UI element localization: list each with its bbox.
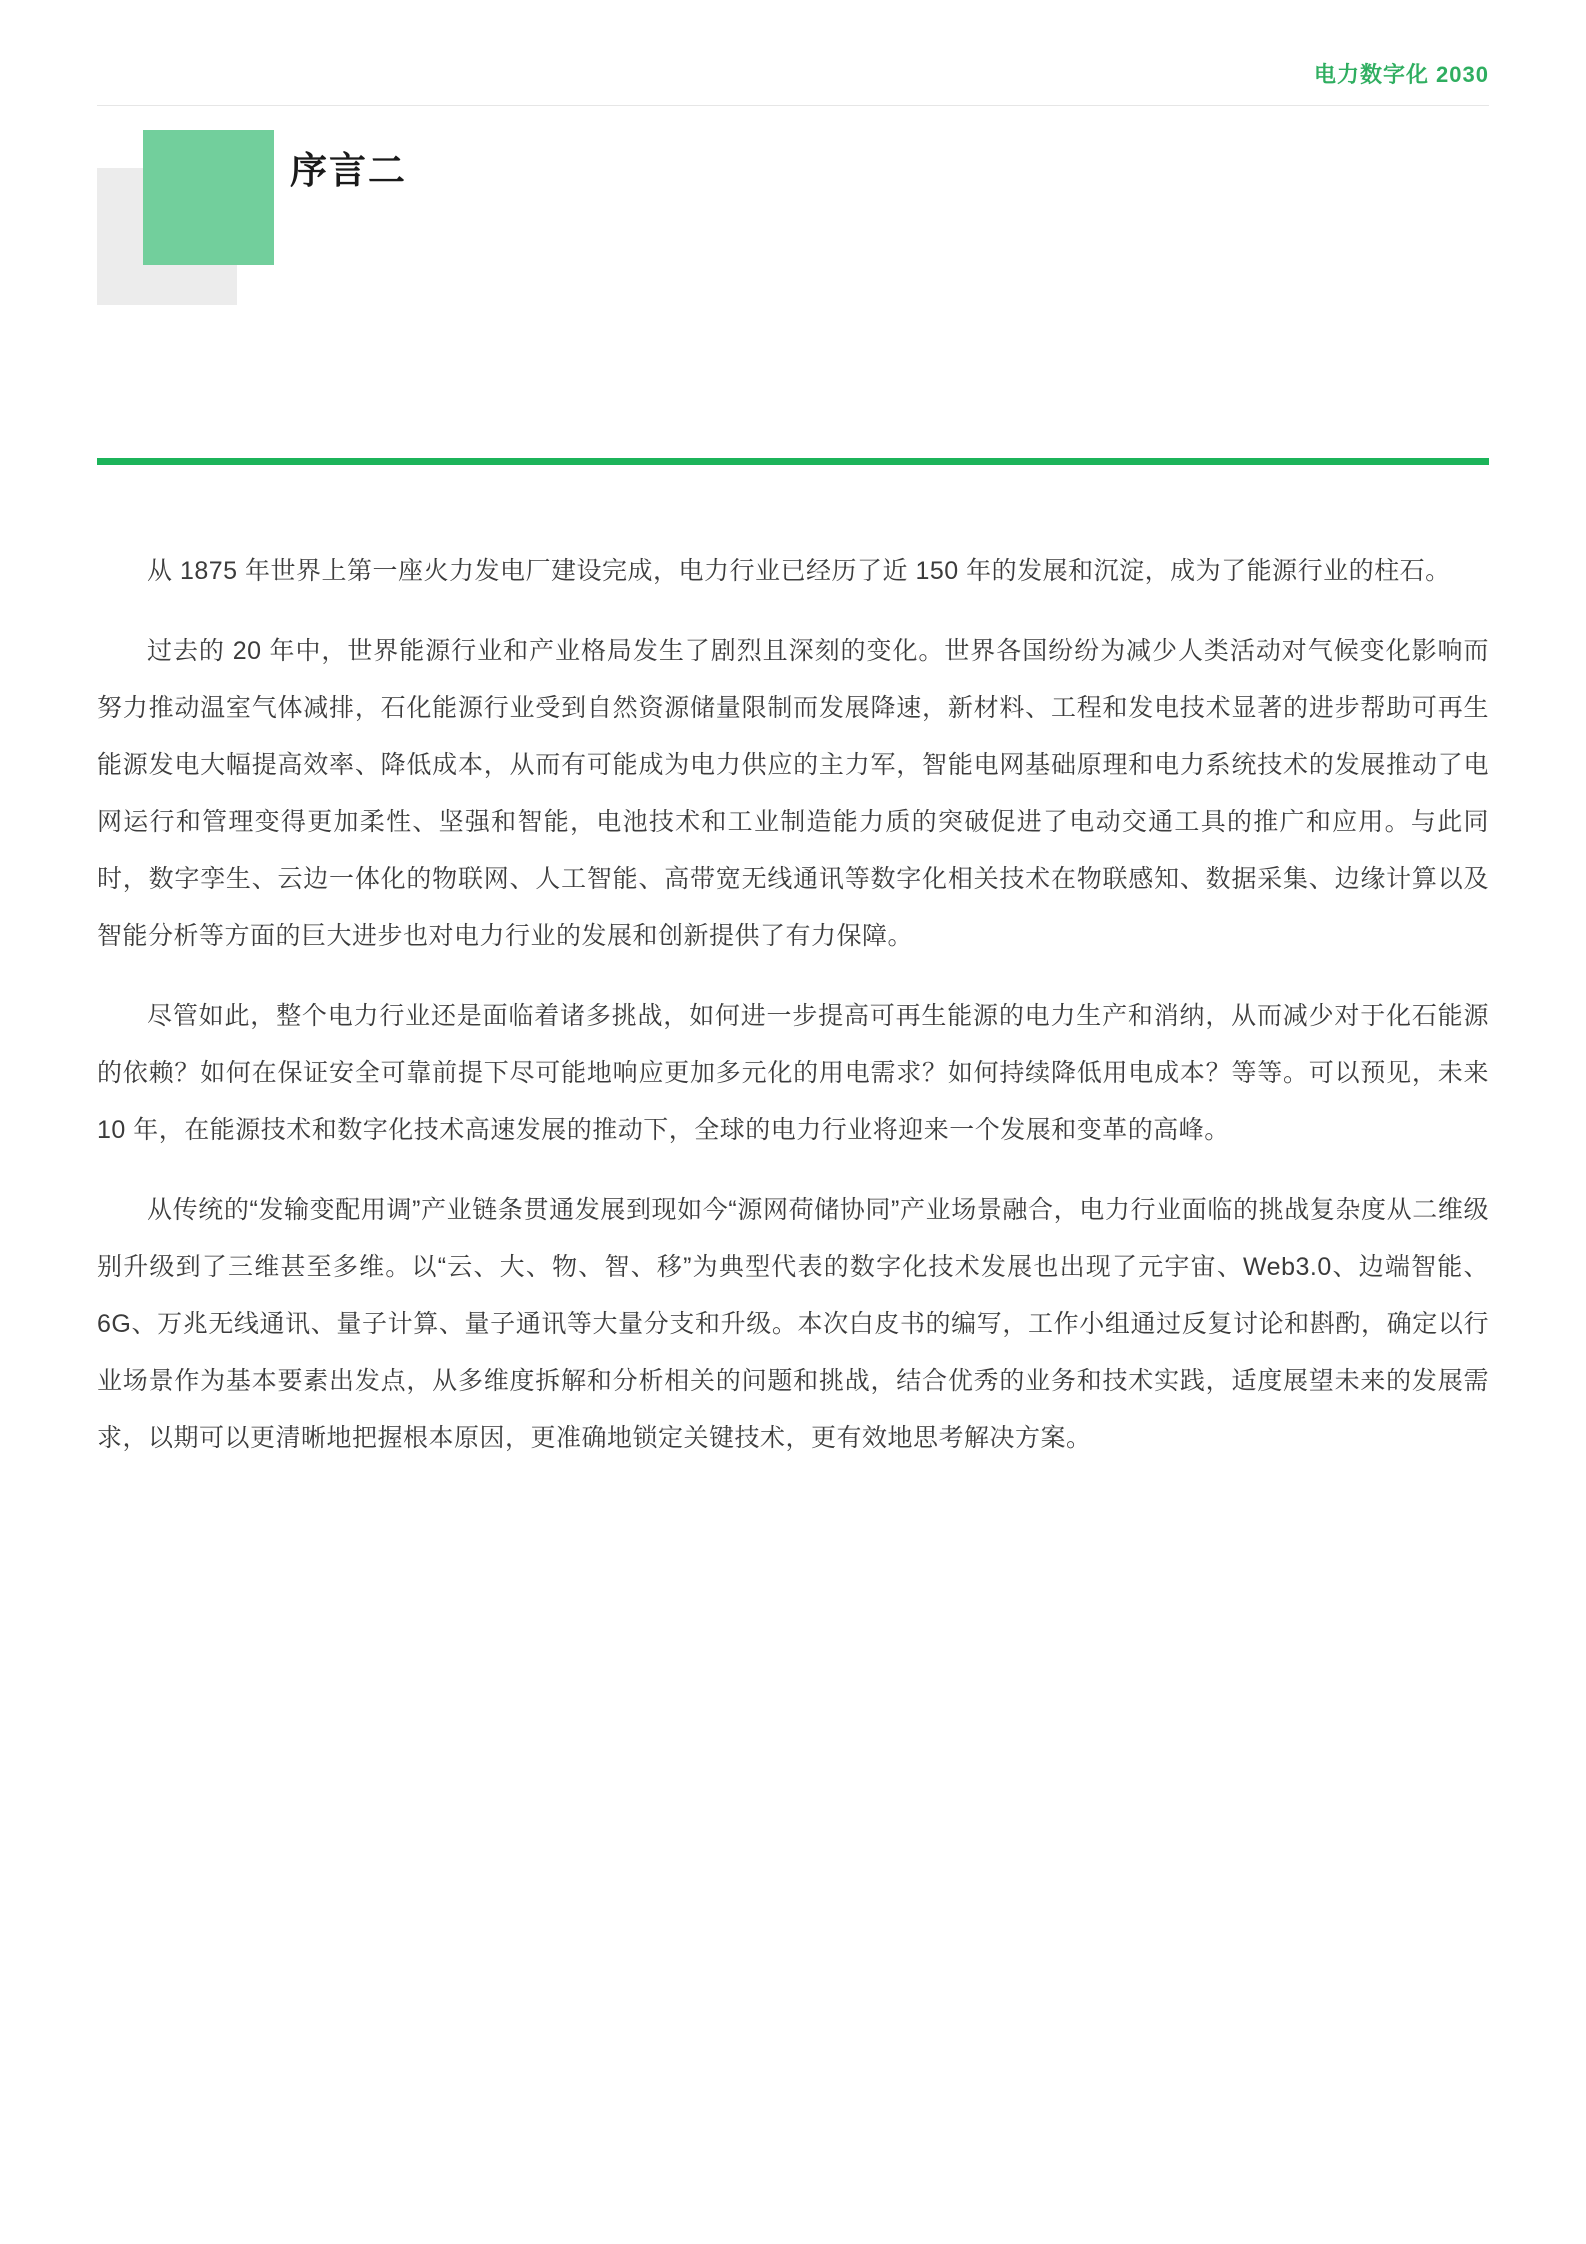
page-header <box>97 58 1489 106</box>
decor-green-square <box>143 130 274 265</box>
green-divider-bar <box>97 458 1489 465</box>
paragraph-2: 过去的 20 年中，世界能源行业和产业格局发生了剧烈且深刻的变化。世界各国纷纷为减少人类活动对气候变化影响而努力推动温室气体减排，石化能源行业受到自然资源储量限制而发展降速，新材料、工程和发电技术显著的进步帮助可再生能源发电大幅提高效率、降低成本，从而有可能成为电力供应的主力军，智能电网基础原理和电力系统技术的发展推动了电网运行和管理变得更加柔性、坚强和智能，电池技术和工业制造能力质的突破促进了电动交通工具的推广和应用。与此同时，数字孪生、云边一体化的物联网、人工智能、高带宽无线通讯等数字化相关技术在物联感知、数据采集、边缘计算以及智能分析等方面的巨大进步也对电力行业的发展和创新提供了有力保障。 <box>97 637 1489 950</box>
page-title: 序言二 <box>290 150 407 191</box>
running-header-text: 电力数字化 2030 <box>1313 62 1489 87</box>
body-content <box>97 543 1489 1490</box>
paragraph-3: 尽管如此，整个电力行业还是面临着诸多挑战，如何进一步提高可再生能源的电力生产和消纳，从而减少对于化石能源的依赖？如何在保证安全可靠前提下尽可能地响应更加多元化的用电需求？如何持续降低用电成本？等等。可以预见，未来 10 年，在能源技术和数字化技术高速发展的推动下，全球的电力行业将迎来一个发展和变革的高峰。 <box>97 1002 1489 1144</box>
paragraph-4: 从传统的“发输变配用调”产业链条贯通发展到现如今“源网荷储协同”产业场景融合，电力行业面临的挑战复杂度从二维级别升级到了三维甚至多维。以“云、大、物、智、移”为典型代表的数字化技术发展也出现了元宇宙、Web3.0、边端智能、6G、万兆无线通讯、量子计算、量子通讯等大量分支和升级。本次白皮书的编写，工作小组通过反复讨论和斟酌，确定以行业场景作为基本要素出发点，从多维度拆解和分析相关的问题和挑战，结合优秀的业务和技术实践，适度展望未来的发展需求，以期可以更清晰地把握根本原因，更准确地锁定关键技术，更有效地思考解决方案。 <box>97 1196 1489 1452</box>
paragraph-1: 从 1875 年世界上第一座火力发电厂建设完成，电力行业已经历了近 150 年的发展和沉淀，成为了能源行业的柱石。 <box>147 557 1451 585</box>
